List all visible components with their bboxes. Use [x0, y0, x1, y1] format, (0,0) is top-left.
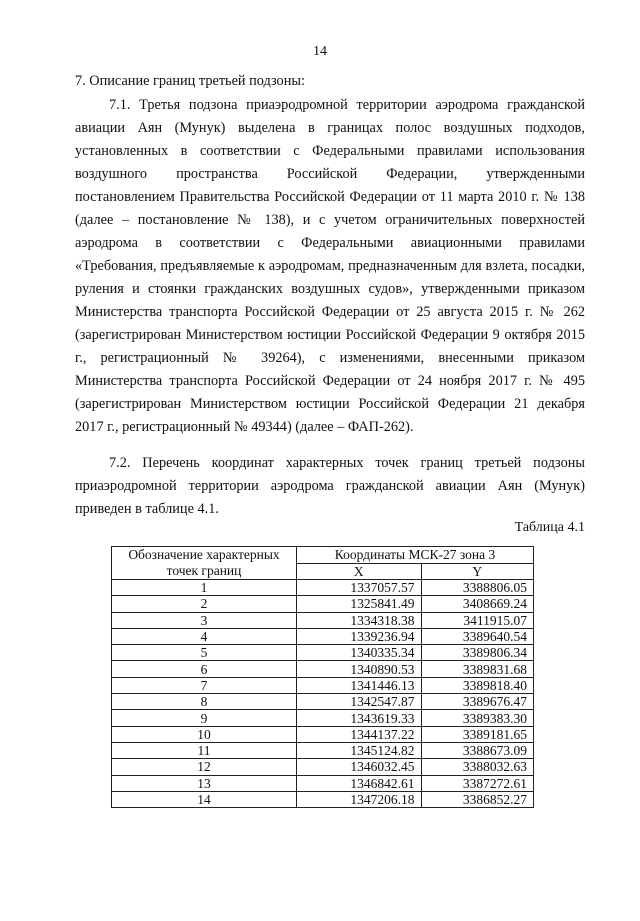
y-coordinate-cell: 3411915.07: [421, 612, 533, 628]
y-coordinate-cell: 3388032.63: [421, 759, 533, 775]
y-coordinate-cell: 3389181.65: [421, 726, 533, 742]
x-coordinate-cell: 1342547.87: [297, 694, 422, 710]
table-caption: Таблица 4.1: [514, 520, 585, 535]
x-coordinate-cell: 1345124.82: [297, 742, 422, 758]
section-heading: 7. Описание границ третьей подзоны:: [75, 73, 305, 89]
paragraph-7-2: 7.2. Перечень координат характерных точек границ третьей подзоны приаэродромной территории аэродрома гражданской авиации Аян (Мунук) приведен в таблице 4.1.: [75, 455, 585, 517]
coordinates-table: [111, 546, 534, 808]
point-number-cell: 14: [112, 791, 297, 807]
x-coordinate-cell: 1340335.34: [297, 645, 422, 661]
x-coordinate-cell: 1346842.61: [297, 775, 422, 791]
point-number-cell: 12: [112, 759, 297, 775]
table-row: [112, 710, 534, 726]
point-number-cell: 8: [112, 694, 297, 710]
table-row: [112, 628, 534, 644]
point-number-cell: 11: [112, 742, 297, 758]
table-row: [112, 742, 534, 758]
table-row: [112, 677, 534, 693]
point-number-cell: 6: [112, 661, 297, 677]
header-x: X: [297, 563, 422, 580]
table-row: [112, 759, 534, 775]
x-coordinate-cell: 1337057.57: [297, 580, 422, 596]
paragraph-7-1: 7.1. Третья подзона приаэродромной территории аэродрома гражданской авиации Аян (Мунук) выделена в границах полос воздушных подходов, установленных в соответствии с Федеральными правилами использования воздушного пространства Российской Федерации, утвержденными постановлением Правительства Российской Федерации от 11 марта 2010 г. № 138 (далее – постановление № 138), и с учетом ограничительных поверхностей аэродрома в соответствии с Федеральными авиационными правилами «Требования, предъявляемые к аэродромам, предназначенным для взлета, посадки, руления и стоянки гражданских воздушных судов», утвержденными приказом Министерства транспорта Российской Федерации от 25 августа 2015 г. № 262 (зарегистрирован Министерством юстиции Российской Федерации 9 октября 2015 г., регистрационный № 39264), с изменениями, внесенными приказом Министерства транспорта Российской Федерации от 24 ноября 2017 г. № 495 (зарегистрирован Министерством юстиции Российской Федерации 21 декабря 2017 г., регистрационный № 49344) (далее – ФАП-262).: [75, 97, 585, 435]
table-row: [112, 645, 534, 661]
header-points: Обозначение характерных точек границ: [112, 547, 297, 580]
point-number-cell: 2: [112, 596, 297, 612]
y-coordinate-cell: 3389383.30: [421, 710, 533, 726]
x-coordinate-cell: 1346032.45: [297, 759, 422, 775]
y-coordinate-cell: 3389831.68: [421, 661, 533, 677]
table-body: [112, 580, 534, 808]
x-coordinate-cell: 1341446.13: [297, 677, 422, 693]
x-coordinate-cell: 1343619.33: [297, 710, 422, 726]
point-number-cell: 3: [112, 612, 297, 628]
y-coordinate-cell: 3389676.47: [421, 694, 533, 710]
table-row: [112, 612, 534, 628]
point-number-cell: 9: [112, 710, 297, 726]
x-coordinate-cell: 1340890.53: [297, 661, 422, 677]
point-number-cell: 10: [112, 726, 297, 742]
table-row: [112, 775, 534, 791]
point-number-cell: 5: [112, 645, 297, 661]
x-coordinate-cell: 1339236.94: [297, 628, 422, 644]
table-row: [112, 596, 534, 612]
y-coordinate-cell: 3408669.24: [421, 596, 533, 612]
y-coordinate-cell: 3389818.40: [421, 677, 533, 693]
point-number-cell: 4: [112, 628, 297, 644]
table-row: [112, 580, 534, 596]
y-coordinate-cell: 3389640.54: [421, 628, 533, 644]
header-coordinates: Координаты МСК-27 зона 3: [297, 547, 534, 564]
point-number-cell: 1: [112, 580, 297, 596]
y-coordinate-cell: 3388673.09: [421, 742, 533, 758]
point-number-cell: 7: [112, 677, 297, 693]
table-row: [112, 791, 534, 807]
table-row: [112, 694, 534, 710]
x-coordinate-cell: 1347206.18: [297, 791, 422, 807]
y-coordinate-cell: 3386852.27: [421, 791, 533, 807]
point-number-cell: 13: [112, 775, 297, 791]
page-number: 14: [313, 44, 327, 59]
x-coordinate-cell: 1334318.38: [297, 612, 422, 628]
table-row: [112, 726, 534, 742]
header-y: Y: [421, 563, 533, 580]
x-coordinate-cell: 1325841.49: [297, 596, 422, 612]
table-row: [112, 661, 534, 677]
y-coordinate-cell: 3389806.34: [421, 645, 533, 661]
y-coordinate-cell: 3388806.05: [421, 580, 533, 596]
y-coordinate-cell: 3387272.61: [421, 775, 533, 791]
x-coordinate-cell: 1344137.22: [297, 726, 422, 742]
